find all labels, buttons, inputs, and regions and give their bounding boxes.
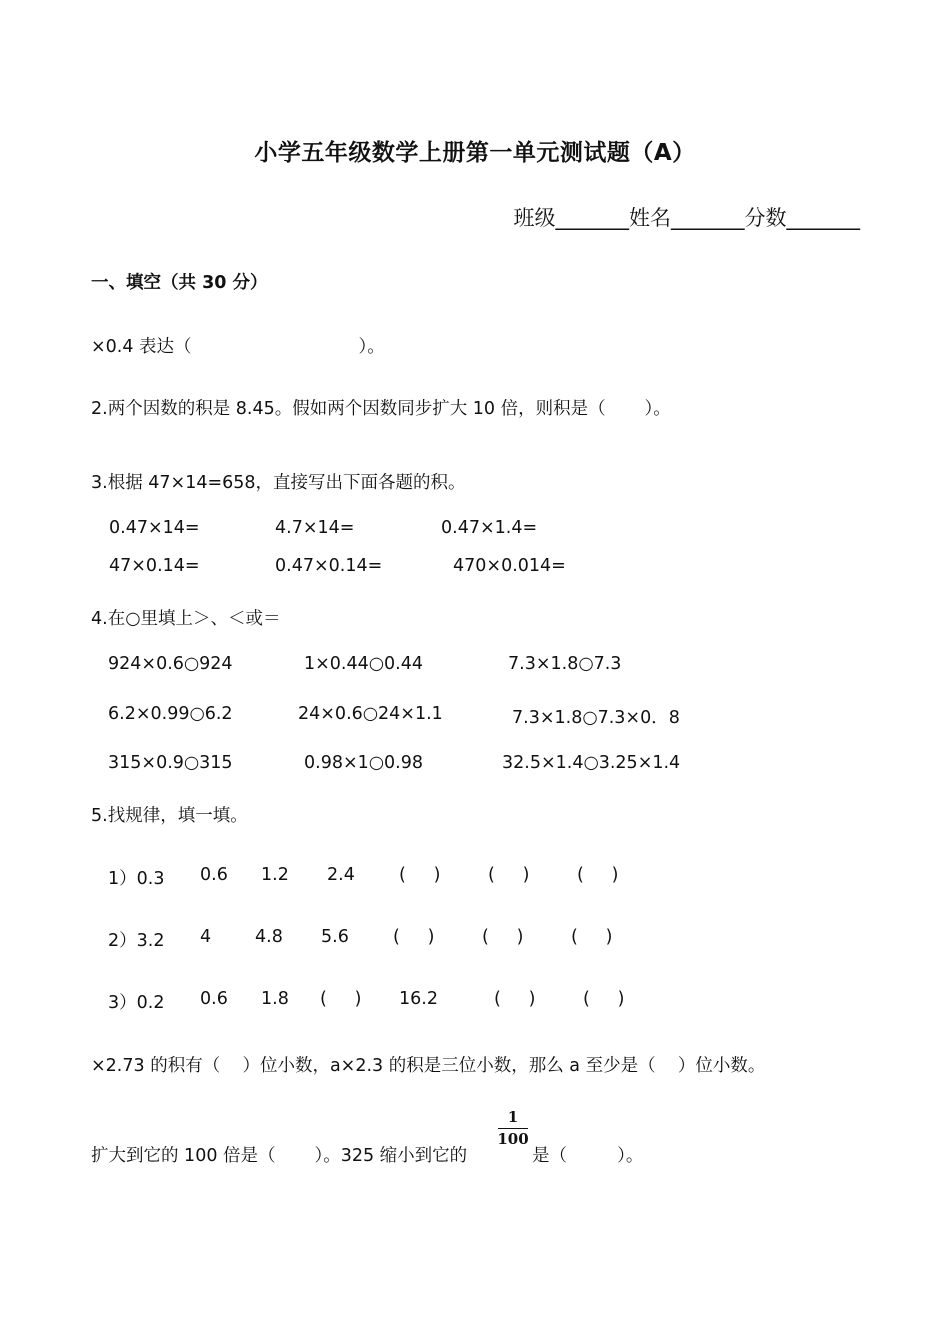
q5-seq2-blank: ( )	[571, 927, 613, 947]
q5-seq1-term: 2.4	[327, 865, 355, 885]
q5-seq2-blank: ( )	[482, 927, 524, 947]
page-title: 小学五年级数学上册第一单元测试题（A）	[254, 140, 696, 166]
q5-seq3-term: 16.2	[399, 989, 438, 1009]
q5-seq1-blank: ( )	[488, 865, 530, 885]
question-7-part1: 扩大到它的 100 倍是（ ）。325 缩小到它的	[91, 1146, 468, 1166]
question-1: ×0.4 表达（ ）。	[91, 337, 385, 357]
q5-seq3-blank: ( )	[320, 989, 362, 1009]
q4-item: 0.98×1○0.98	[304, 753, 423, 773]
student-info-line: 班级_______姓名_______分数_______	[513, 206, 860, 230]
q4-item: 7.3×1.8○7.3×0．8	[512, 708, 680, 728]
q5-seq1-term: 1）0.3	[108, 869, 165, 889]
q5-seq3-term: 3）0.2	[108, 993, 165, 1013]
q4-item: 6.2×0.99○6.2	[108, 704, 233, 724]
fraction-numerator: 1	[507, 1108, 519, 1126]
q5-seq1-blank: ( )	[399, 865, 441, 885]
q3-item: 0.47×0.14=	[275, 556, 383, 576]
q5-seq1-term: 1.2	[261, 865, 289, 885]
q4-item: 7.3×1.8○7.3	[508, 654, 622, 674]
q5-seq2-term: 5.6	[321, 927, 349, 947]
q5-seq2-term: 4.8	[255, 927, 283, 947]
q5-seq3-blank: ( )	[583, 989, 625, 1009]
q3-item: 0.47×14=	[109, 518, 200, 538]
q3-item: 470×0.014=	[453, 556, 566, 576]
q5-seq1-blank: ( )	[577, 865, 619, 885]
section-heading-fill-blank: 一、填空（共 30 分）	[91, 273, 268, 293]
q4-item: 315×0.9○315	[108, 753, 233, 773]
question-4-text: 4.在○里填上＞、＜或＝	[91, 609, 281, 629]
q5-seq2-term: 2）3.2	[108, 931, 165, 951]
q3-item: 4.7×14=	[275, 518, 355, 538]
q3-item: 0.47×1.4=	[441, 518, 538, 538]
q5-seq1-term: 0.6	[200, 865, 228, 885]
q3-item: 47×0.14=	[109, 556, 200, 576]
q4-item: 24×0.6○24×1.1	[298, 704, 443, 724]
q5-seq2-blank: ( )	[393, 927, 435, 947]
question-5-text: 5.找规律，填一填。	[91, 806, 248, 826]
q4-item: 924×0.6○924	[108, 654, 233, 674]
q4-item: 32.5×1.4○3.25×1.4	[502, 753, 681, 773]
q5-seq2-term: 4	[200, 927, 212, 947]
fraction-denominator: 100	[497, 1130, 529, 1148]
question-6: ×2.73 的积有（ ）位小数，a×2.3 的积是三位小数，那么 a 至少是（ ）位小数。	[91, 1056, 766, 1076]
fraction-one-hundredth	[496, 1110, 530, 1147]
q5-seq3-term: 0.6	[200, 989, 228, 1009]
q5-seq3-blank: ( )	[494, 989, 536, 1009]
q4-item: 1×0.44○0.44	[304, 654, 423, 674]
question-3-text: 3.根据 47×14=658，直接写出下面各题的积。	[91, 473, 466, 493]
q5-seq3-term: 1.8	[261, 989, 289, 1009]
question-2: 2.两个因数的积是 8.45。假如两个因数同步扩大 10 倍，则积是（ ）。	[91, 399, 671, 419]
question-7-part2: 是（ ）。	[532, 1146, 644, 1166]
